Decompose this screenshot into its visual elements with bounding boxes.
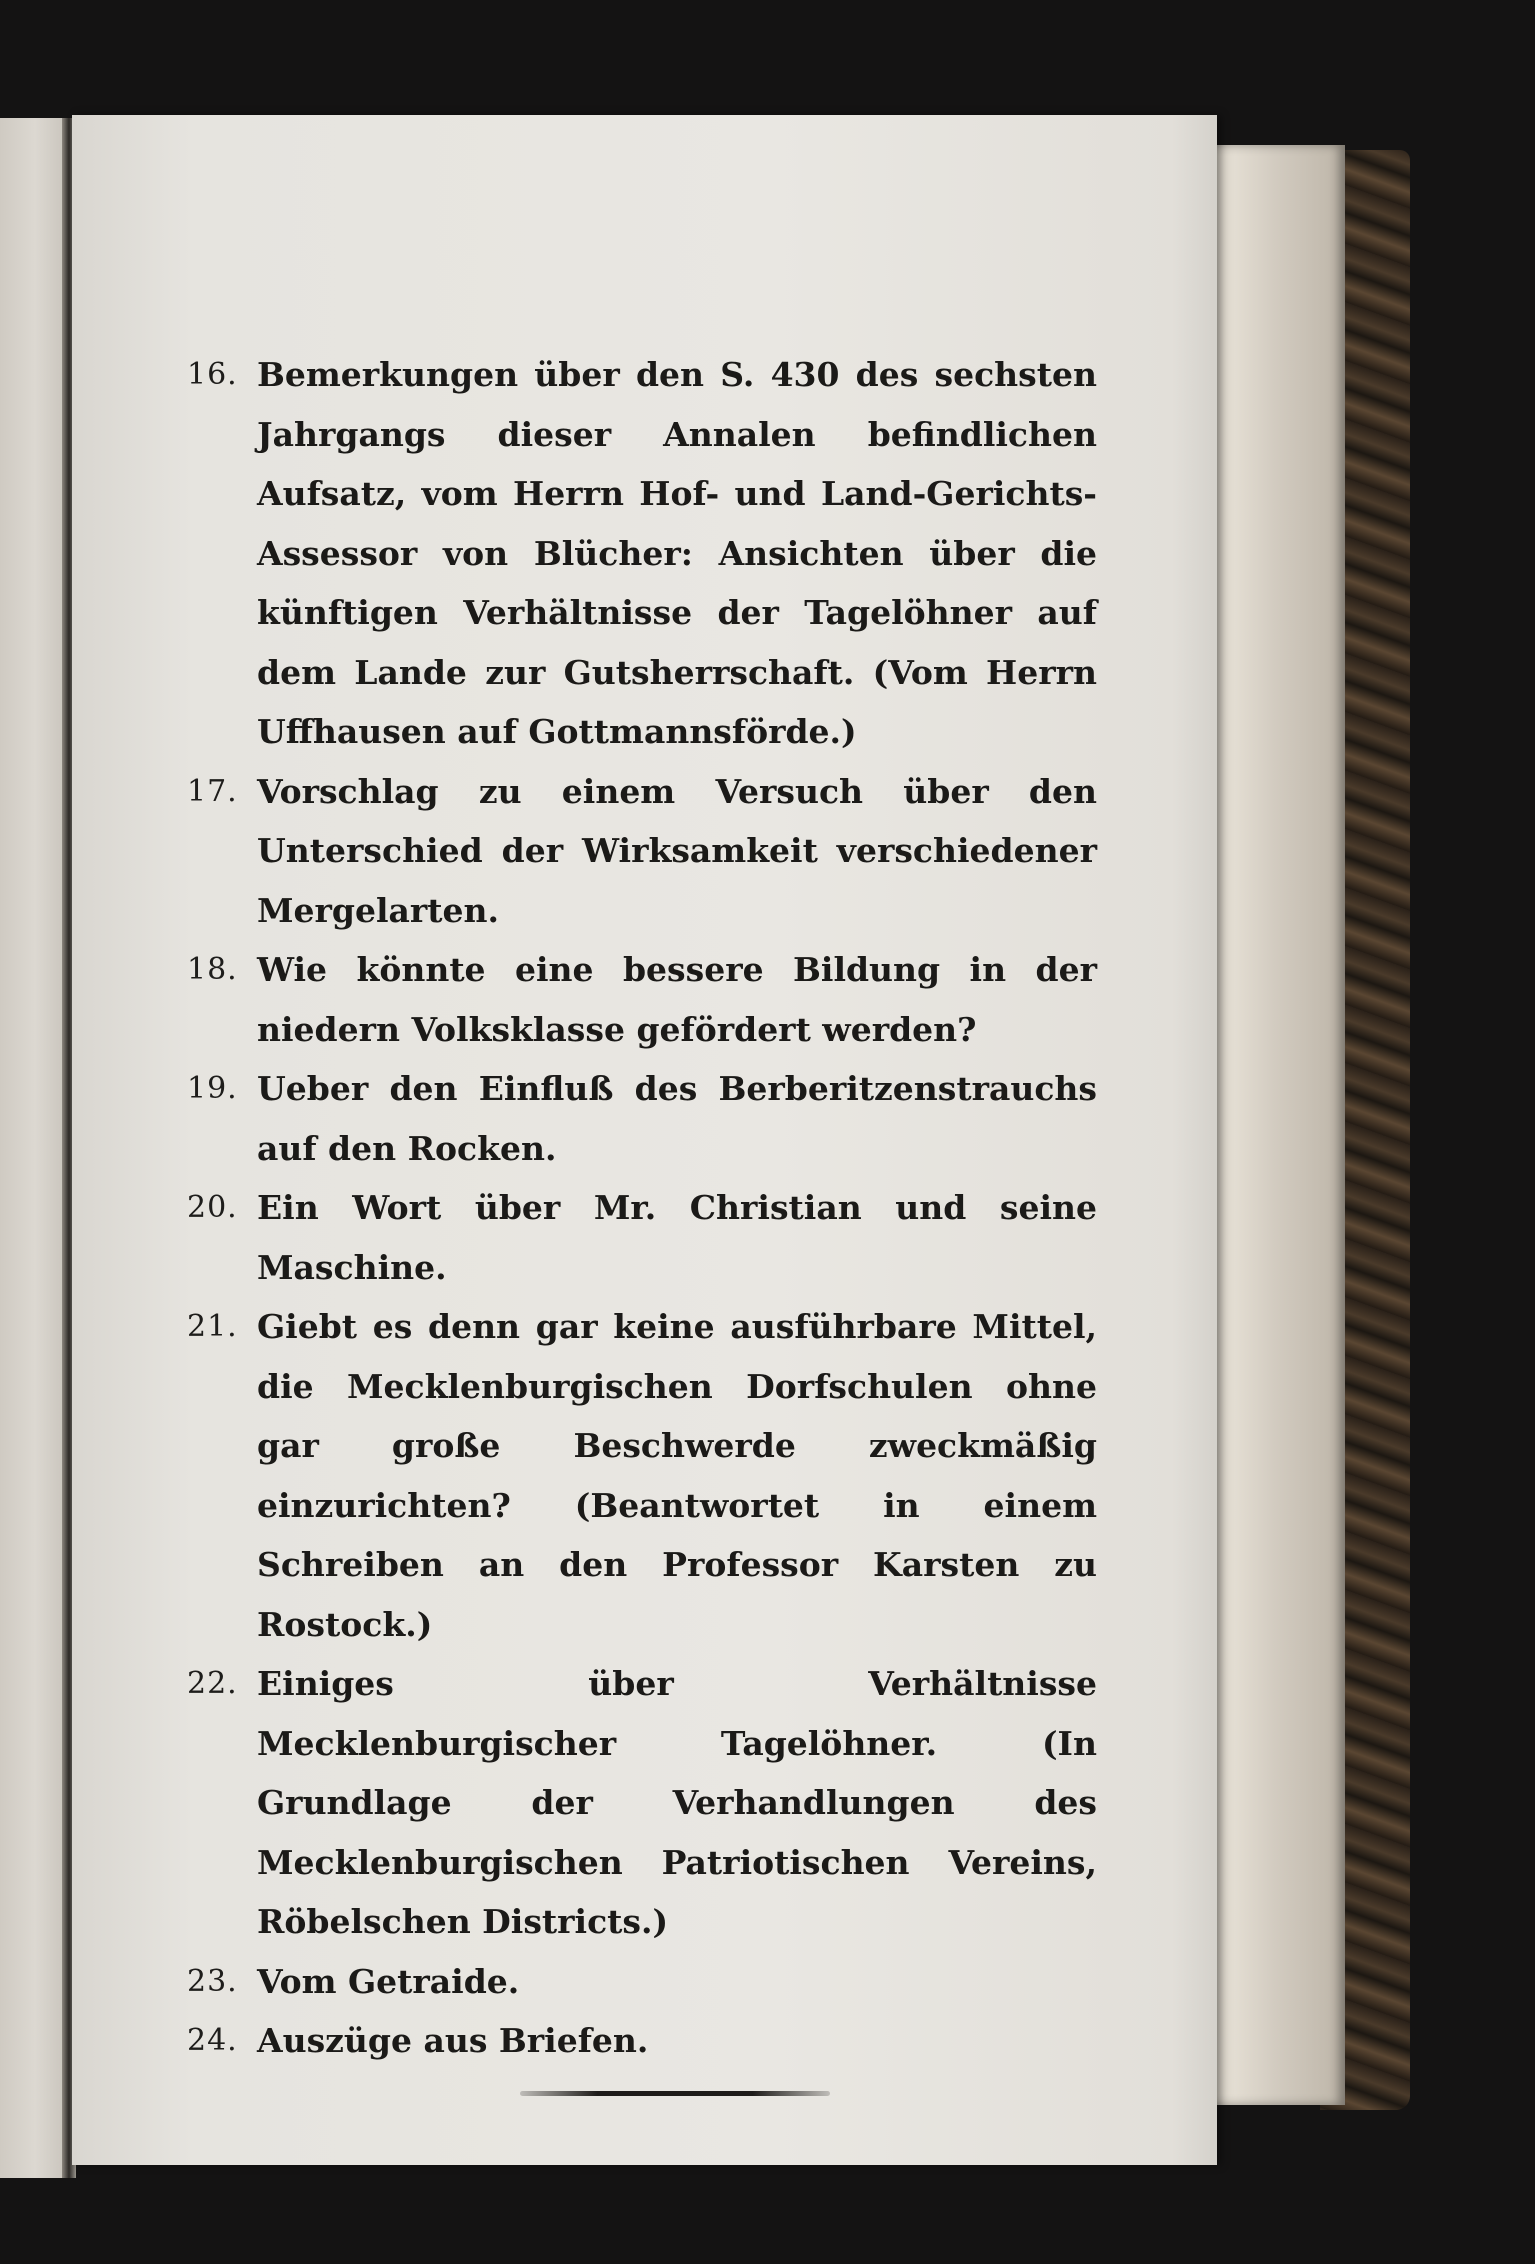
contents-entry [187,1178,1097,1297]
entry-number: 22. [187,1666,238,1701]
contents-entry [187,1297,1097,1654]
entry-text: Wie könnte eine bessere Bildung in der niedern Volksklasse gefördert werden? [257,950,1097,1049]
contents-entry [187,1952,1097,2012]
previous-page-edge [0,118,70,2178]
entry-number: 20. [187,1190,238,1225]
entry-text: Bemerkungen über den S. 430 des sechsten Jahrgangs dieser Annalen befindlichen Aufsatz, vom Herrn Hof- und Land-Gerichts-Assessor von Blücher: Ansichten über die künftigen Verhältnisse der Tagelöhner auf dem Lande zur Gutsherrschaft. (Vom Herrn Uffhausen auf Gottmannsförde.) [257,355,1097,751]
book-page [72,115,1217,2165]
end-rule [520,2091,830,2096]
entry-number: 21. [187,1309,238,1344]
contents-entry [187,1059,1097,1178]
contents-entry [187,345,1097,762]
entry-text: Vorschlag zu einem Versuch über den Unterschied der Wirksamkeit verschiedener Mergelarten. [257,771,1097,930]
page-edges [1195,145,1345,2105]
contents-entry [187,762,1097,941]
contents-entry [187,2011,1097,2071]
entry-number: 24. [187,2023,238,2058]
entry-number: 16. [187,357,238,392]
entry-number: 19. [187,1071,238,1106]
contents-entry [187,1654,1097,1952]
entry-number: 18. [187,952,238,987]
entry-text: Ein Wort über Mr. Christian und seine Maschine. [257,1188,1097,1287]
contents-list [187,345,1097,2071]
entry-text: Vom Getraide. [257,1961,520,2001]
entry-text: Ueber den Einfluß des Berberitzenstrauchs auf den Rocken. [257,1069,1097,1168]
entry-text: Auszüge aus Briefen. [257,2021,649,2060]
entry-number: 17. [187,773,238,809]
entry-text: Einiges über Verhältnisse Mecklenburgischer Tagelöhner. (In Grundlage der Verhandlungen des Mecklenburgischen Patriotischen Vereins, Röbelschen Districts.) [257,1664,1097,1941]
entry-number: 23. [187,1963,238,1999]
entry-text: Giebt es denn gar keine ausführbare Mittel, die Mecklenburgischen Dorfschulen ohne gar große Beschwerde zweckmäßig einzurichten? (Beantwortet in einem Schreiben an den Professor Karsten zu Rostock.) [257,1307,1097,1644]
contents-entry [187,940,1097,1059]
